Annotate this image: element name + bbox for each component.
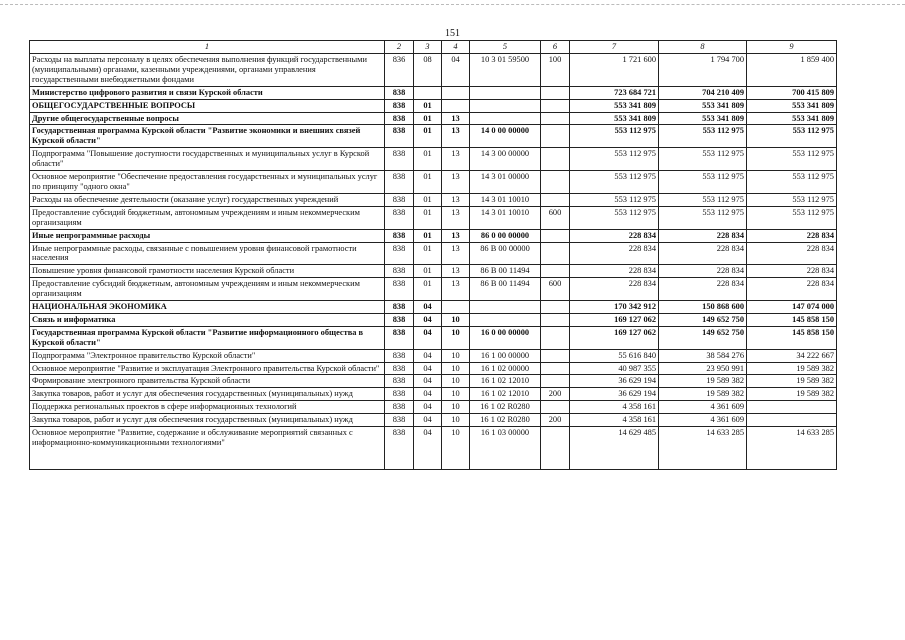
row-subsection-code: 13 bbox=[442, 125, 470, 148]
table-row bbox=[30, 242, 837, 265]
row-description: Расходы на обеспечение деятельности (оказание услуг) государственных учреждений bbox=[30, 193, 385, 206]
row-subsection-code bbox=[442, 99, 470, 112]
row-expense-type bbox=[541, 99, 570, 112]
row-target-article: 16 0 00 00000 bbox=[470, 326, 541, 349]
row-expense-type bbox=[541, 148, 570, 171]
row-section-code: 04 bbox=[414, 313, 442, 326]
row-amount-year-3: 553 112 975 bbox=[747, 125, 837, 148]
row-expense-type: 200 bbox=[541, 414, 570, 427]
row-amount-year-2: 19 589 382 bbox=[659, 375, 747, 388]
row-section-code: 01 bbox=[414, 193, 442, 206]
row-subsection-code: 10 bbox=[442, 388, 470, 401]
row-subsection-code: 13 bbox=[442, 193, 470, 206]
row-amount-year-3: 228 834 bbox=[747, 278, 837, 301]
row-section-code: 01 bbox=[414, 265, 442, 278]
row-subsection-code: 13 bbox=[442, 278, 470, 301]
row-expense-type bbox=[541, 301, 570, 314]
row-section-code: 04 bbox=[414, 414, 442, 427]
row-description: Основное мероприятие "Развитие, содержание и обслуживание мероприятий связанных с информационно-коммуникационными технологиями" bbox=[30, 427, 385, 470]
row-ministry-code: 838 bbox=[385, 414, 414, 427]
row-ministry-code: 838 bbox=[385, 349, 414, 362]
row-amount-year-1: 553 112 975 bbox=[570, 206, 659, 229]
page-top-rule bbox=[0, 4, 905, 5]
row-amount-year-3: 145 858 150 bbox=[747, 326, 837, 349]
row-amount-year-1: 36 629 194 bbox=[570, 388, 659, 401]
row-amount-year-2: 19 589 382 bbox=[659, 388, 747, 401]
row-target-article bbox=[470, 301, 541, 314]
row-subsection-code: 13 bbox=[442, 206, 470, 229]
row-ministry-code: 838 bbox=[385, 171, 414, 194]
row-section-code bbox=[414, 86, 442, 99]
row-amount-year-2: 14 633 285 bbox=[659, 427, 747, 470]
table-row bbox=[30, 401, 837, 414]
row-ministry-code: 838 bbox=[385, 278, 414, 301]
row-ministry-code: 838 bbox=[385, 388, 414, 401]
row-expense-type bbox=[541, 427, 570, 470]
row-section-code: 04 bbox=[414, 362, 442, 375]
row-description: Подпрограмма "Электронное правительство Курской области" bbox=[30, 349, 385, 362]
row-amount-year-1: 36 629 194 bbox=[570, 375, 659, 388]
row-amount-year-2: 553 341 809 bbox=[659, 99, 747, 112]
row-amount-year-2: 704 210 409 bbox=[659, 86, 747, 99]
row-section-code: 01 bbox=[414, 229, 442, 242]
row-section-code: 01 bbox=[414, 278, 442, 301]
row-expense-type: 600 bbox=[541, 278, 570, 301]
row-description: Закупка товаров, работ и услуг для обеспечения государственных (муниципальных) нужд bbox=[30, 388, 385, 401]
table-row bbox=[30, 375, 837, 388]
row-ministry-code: 838 bbox=[385, 229, 414, 242]
row-target-article bbox=[470, 86, 541, 99]
row-target-article: 16 1 02 R0280 bbox=[470, 401, 541, 414]
row-ministry-code: 838 bbox=[385, 427, 414, 470]
row-amount-year-1: 4 358 161 bbox=[570, 414, 659, 427]
row-section-code: 01 bbox=[414, 112, 442, 125]
row-amount-year-2: 228 834 bbox=[659, 229, 747, 242]
row-subsection-code: 13 bbox=[442, 148, 470, 171]
row-section-code: 01 bbox=[414, 99, 442, 112]
row-amount-year-2: 150 868 600 bbox=[659, 301, 747, 314]
row-amount-year-3: 1 859 400 bbox=[747, 54, 837, 87]
row-amount-year-3: 553 112 975 bbox=[747, 171, 837, 194]
row-ministry-code: 838 bbox=[385, 375, 414, 388]
row-subsection-code: 13 bbox=[442, 229, 470, 242]
row-amount-year-3: 228 834 bbox=[747, 265, 837, 278]
row-amount-year-1: 553 112 975 bbox=[570, 125, 659, 148]
row-amount-year-2: 4 361 609 bbox=[659, 401, 747, 414]
row-expense-type bbox=[541, 193, 570, 206]
row-description: Другие общегосударственные вопросы bbox=[30, 112, 385, 125]
row-ministry-code: 836 bbox=[385, 54, 414, 87]
row-amount-year-1: 553 112 975 bbox=[570, 148, 659, 171]
row-amount-year-3: 147 074 000 bbox=[747, 301, 837, 314]
row-expense-type bbox=[541, 362, 570, 375]
row-target-article: 16 1 00 00000 bbox=[470, 349, 541, 362]
row-ministry-code: 838 bbox=[385, 112, 414, 125]
row-expense-type bbox=[541, 171, 570, 194]
row-target-article bbox=[470, 313, 541, 326]
row-amount-year-1: 228 834 bbox=[570, 278, 659, 301]
row-subsection-code: 10 bbox=[442, 326, 470, 349]
row-subsection-code: 10 bbox=[442, 414, 470, 427]
row-amount-year-1: 4 358 161 bbox=[570, 401, 659, 414]
row-ministry-code: 838 bbox=[385, 301, 414, 314]
row-amount-year-3: 228 834 bbox=[747, 242, 837, 265]
row-amount-year-2: 553 112 975 bbox=[659, 125, 747, 148]
table-row bbox=[30, 388, 837, 401]
table-row bbox=[30, 427, 837, 470]
row-amount-year-3 bbox=[747, 401, 837, 414]
row-amount-year-3: 553 341 809 bbox=[747, 99, 837, 112]
row-target-article: 16 1 02 12010 bbox=[470, 375, 541, 388]
row-section-code: 08 bbox=[414, 54, 442, 87]
row-section-code: 01 bbox=[414, 125, 442, 148]
row-description: Основное мероприятие "Обеспечение предоставления государственных и муниципальных услуг по принципу "одного окна" bbox=[30, 171, 385, 194]
row-amount-year-2: 38 584 276 bbox=[659, 349, 747, 362]
row-amount-year-2: 553 341 809 bbox=[659, 112, 747, 125]
page-number: 151 bbox=[445, 28, 460, 39]
column-header-6: 6 bbox=[541, 41, 570, 54]
row-description: НАЦИОНАЛЬНАЯ ЭКОНОМИКА bbox=[30, 301, 385, 314]
row-ministry-code: 838 bbox=[385, 401, 414, 414]
row-target-article: 14 3 01 00000 bbox=[470, 171, 541, 194]
row-expense-type bbox=[541, 125, 570, 148]
row-amount-year-2: 4 361 609 bbox=[659, 414, 747, 427]
row-subsection-code: 10 bbox=[442, 362, 470, 375]
row-expense-type bbox=[541, 112, 570, 125]
row-expense-type bbox=[541, 326, 570, 349]
row-target-article: 16 1 03 00000 bbox=[470, 427, 541, 470]
row-target-article: 16 1 02 12010 bbox=[470, 388, 541, 401]
row-amount-year-2: 149 652 750 bbox=[659, 313, 747, 326]
row-subsection-code: 10 bbox=[442, 375, 470, 388]
row-target-article: 14 0 00 00000 bbox=[470, 125, 541, 148]
row-expense-type bbox=[541, 349, 570, 362]
row-amount-year-3: 34 222 667 bbox=[747, 349, 837, 362]
row-amount-year-3: 700 415 809 bbox=[747, 86, 837, 99]
row-amount-year-3: 19 589 382 bbox=[747, 388, 837, 401]
row-target-article bbox=[470, 112, 541, 125]
row-subsection-code: 10 bbox=[442, 427, 470, 470]
row-amount-year-1: 228 834 bbox=[570, 265, 659, 278]
row-amount-year-2: 553 112 975 bbox=[659, 171, 747, 194]
row-ministry-code: 838 bbox=[385, 206, 414, 229]
row-target-article: 14 3 01 10010 bbox=[470, 206, 541, 229]
row-expense-type: 100 bbox=[541, 54, 570, 87]
column-header-8: 8 bbox=[659, 41, 747, 54]
table-row bbox=[30, 414, 837, 427]
row-section-code: 01 bbox=[414, 206, 442, 229]
row-ministry-code: 838 bbox=[385, 86, 414, 99]
row-amount-year-1: 723 684 721 bbox=[570, 86, 659, 99]
row-target-article: 86 В 00 11494 bbox=[470, 265, 541, 278]
row-amount-year-2: 1 794 700 bbox=[659, 54, 747, 87]
row-amount-year-1: 228 834 bbox=[570, 229, 659, 242]
row-section-code: 04 bbox=[414, 349, 442, 362]
table-row bbox=[30, 278, 837, 301]
row-section-code: 01 bbox=[414, 148, 442, 171]
row-amount-year-3: 19 589 382 bbox=[747, 362, 837, 375]
table-body bbox=[30, 54, 837, 470]
row-amount-year-2: 228 834 bbox=[659, 242, 747, 265]
row-subsection-code: 13 bbox=[442, 265, 470, 278]
row-amount-year-1: 553 341 809 bbox=[570, 112, 659, 125]
row-amount-year-3: 145 858 150 bbox=[747, 313, 837, 326]
column-header-3: 3 bbox=[414, 41, 442, 54]
row-amount-year-1: 14 629 485 bbox=[570, 427, 659, 470]
row-amount-year-1: 228 834 bbox=[570, 242, 659, 265]
row-target-article: 16 1 02 R0280 bbox=[470, 414, 541, 427]
row-expense-type bbox=[541, 375, 570, 388]
table-row bbox=[30, 229, 837, 242]
table-row bbox=[30, 265, 837, 278]
row-ministry-code: 838 bbox=[385, 362, 414, 375]
row-expense-type bbox=[541, 313, 570, 326]
row-ministry-code: 838 bbox=[385, 125, 414, 148]
table-row bbox=[30, 148, 837, 171]
row-amount-year-1: 1 721 600 bbox=[570, 54, 659, 87]
row-description: Министерство цифрового развития и связи Курской области bbox=[30, 86, 385, 99]
row-amount-year-3: 19 589 382 bbox=[747, 375, 837, 388]
row-amount-year-2: 228 834 bbox=[659, 278, 747, 301]
row-target-article: 14 3 00 00000 bbox=[470, 148, 541, 171]
row-ministry-code: 838 bbox=[385, 265, 414, 278]
column-header-9: 9 bbox=[747, 41, 837, 54]
row-amount-year-3: 553 341 809 bbox=[747, 112, 837, 125]
table-row bbox=[30, 301, 837, 314]
row-expense-type bbox=[541, 229, 570, 242]
row-section-code: 04 bbox=[414, 375, 442, 388]
row-description: Закупка товаров, работ и услуг для обеспечения государственных (муниципальных) нужд bbox=[30, 414, 385, 427]
row-amount-year-2: 23 950 991 bbox=[659, 362, 747, 375]
row-expense-type bbox=[541, 401, 570, 414]
row-subsection-code bbox=[442, 301, 470, 314]
table-row bbox=[30, 125, 837, 148]
row-ministry-code: 838 bbox=[385, 313, 414, 326]
row-description: Подпрограмма "Повышение доступности государственных и муниципальных услуг в Курской области" bbox=[30, 148, 385, 171]
row-description: Формирование электронного правительства Курской области bbox=[30, 375, 385, 388]
row-amount-year-3: 553 112 975 bbox=[747, 148, 837, 171]
row-description: Иные непрограммные расходы bbox=[30, 229, 385, 242]
row-target-article: 86 В 00 11494 bbox=[470, 278, 541, 301]
table-row bbox=[30, 326, 837, 349]
row-amount-year-3 bbox=[747, 414, 837, 427]
row-section-code: 01 bbox=[414, 242, 442, 265]
row-amount-year-2: 149 652 750 bbox=[659, 326, 747, 349]
row-description: Иные непрограммные расходы, связанные с повышением уровня финансовой грамотности населения bbox=[30, 242, 385, 265]
table-row bbox=[30, 313, 837, 326]
row-target-article: 86 0 00 00000 bbox=[470, 229, 541, 242]
row-amount-year-1: 553 112 975 bbox=[570, 193, 659, 206]
row-expense-type bbox=[541, 86, 570, 99]
row-amount-year-1: 169 127 062 bbox=[570, 326, 659, 349]
row-subsection-code: 10 bbox=[442, 349, 470, 362]
row-amount-year-2: 553 112 975 bbox=[659, 206, 747, 229]
row-subsection-code: 13 bbox=[442, 242, 470, 265]
row-ministry-code: 838 bbox=[385, 148, 414, 171]
row-amount-year-1: 553 112 975 bbox=[570, 171, 659, 194]
row-subsection-code: 13 bbox=[442, 112, 470, 125]
row-expense-type: 200 bbox=[541, 388, 570, 401]
row-target-article: 10 3 01 59500 bbox=[470, 54, 541, 87]
row-target-article: 16 1 02 00000 bbox=[470, 362, 541, 375]
row-section-code: 01 bbox=[414, 171, 442, 194]
column-header-1: 1 bbox=[30, 41, 385, 54]
row-amount-year-2: 228 834 bbox=[659, 265, 747, 278]
row-amount-year-1: 553 341 809 bbox=[570, 99, 659, 112]
row-section-code: 04 bbox=[414, 388, 442, 401]
table-row bbox=[30, 99, 837, 112]
row-description: Государственная программа Курской области "Развитие информационного общества в Курской области" bbox=[30, 326, 385, 349]
row-description: Расходы на выплаты персоналу в целях обеспечения выполнения функций государственными (муниципальными) органами, казенными учреждениями, органами управления государственными внебюджетными фондами bbox=[30, 54, 385, 87]
row-description: Повышение уровня финансовой грамотности населения Курской области bbox=[30, 265, 385, 278]
row-amount-year-3: 553 112 975 bbox=[747, 206, 837, 229]
row-target-article: 14 3 01 10010 bbox=[470, 193, 541, 206]
row-description: Государственная программа Курской области "Развитие экономики и внешних связей Курской области" bbox=[30, 125, 385, 148]
table-row bbox=[30, 349, 837, 362]
row-amount-year-1: 40 987 355 bbox=[570, 362, 659, 375]
table-row bbox=[30, 86, 837, 99]
row-section-code: 04 bbox=[414, 401, 442, 414]
row-description: Предоставление субсидий бюджетным, автономным учреждениям и иным некоммерческим организациям bbox=[30, 206, 385, 229]
row-amount-year-2: 553 112 975 bbox=[659, 148, 747, 171]
row-description: Основное мероприятие "Развитие и эксплуатация Электронного правительства Курской области" bbox=[30, 362, 385, 375]
row-section-code: 04 bbox=[414, 326, 442, 349]
row-expense-type bbox=[541, 242, 570, 265]
row-target-article: 86 В 00 00000 bbox=[470, 242, 541, 265]
row-target-article bbox=[470, 99, 541, 112]
column-header-4: 4 bbox=[442, 41, 470, 54]
row-amount-year-1: 55 616 840 bbox=[570, 349, 659, 362]
row-section-code: 04 bbox=[414, 301, 442, 314]
row-description: ОБЩЕГОСУДАРСТВЕННЫЕ ВОПРОСЫ bbox=[30, 99, 385, 112]
row-amount-year-1: 170 342 912 bbox=[570, 301, 659, 314]
row-description: Предоставление субсидий бюджетным, автономным учреждениям и иным некоммерческим организациям bbox=[30, 278, 385, 301]
row-amount-year-3: 553 112 975 bbox=[747, 193, 837, 206]
row-expense-type: 600 bbox=[541, 206, 570, 229]
row-amount-year-1: 169 127 062 bbox=[570, 313, 659, 326]
row-amount-year-2: 553 112 975 bbox=[659, 193, 747, 206]
row-subsection-code bbox=[442, 86, 470, 99]
table-row bbox=[30, 206, 837, 229]
column-number-row bbox=[30, 41, 837, 54]
column-header-2: 2 bbox=[385, 41, 414, 54]
table-row bbox=[30, 362, 837, 375]
table-row bbox=[30, 193, 837, 206]
row-amount-year-3: 14 633 285 bbox=[747, 427, 837, 470]
row-ministry-code: 838 bbox=[385, 193, 414, 206]
row-expense-type bbox=[541, 265, 570, 278]
row-ministry-code: 838 bbox=[385, 99, 414, 112]
row-description: Поддержка региональных проектов в сфере информационных технологий bbox=[30, 401, 385, 414]
row-amount-year-3: 228 834 bbox=[747, 229, 837, 242]
table-row bbox=[30, 171, 837, 194]
row-description: Связь и информатика bbox=[30, 313, 385, 326]
column-header-5: 5 bbox=[470, 41, 541, 54]
table-row bbox=[30, 112, 837, 125]
table-row bbox=[30, 54, 837, 87]
row-subsection-code: 10 bbox=[442, 313, 470, 326]
row-section-code: 04 bbox=[414, 427, 442, 470]
row-subsection-code: 13 bbox=[442, 171, 470, 194]
budget-table bbox=[29, 40, 837, 470]
row-ministry-code: 838 bbox=[385, 242, 414, 265]
column-header-7: 7 bbox=[570, 41, 659, 54]
row-ministry-code: 838 bbox=[385, 326, 414, 349]
row-subsection-code: 10 bbox=[442, 401, 470, 414]
row-subsection-code: 04 bbox=[442, 54, 470, 87]
